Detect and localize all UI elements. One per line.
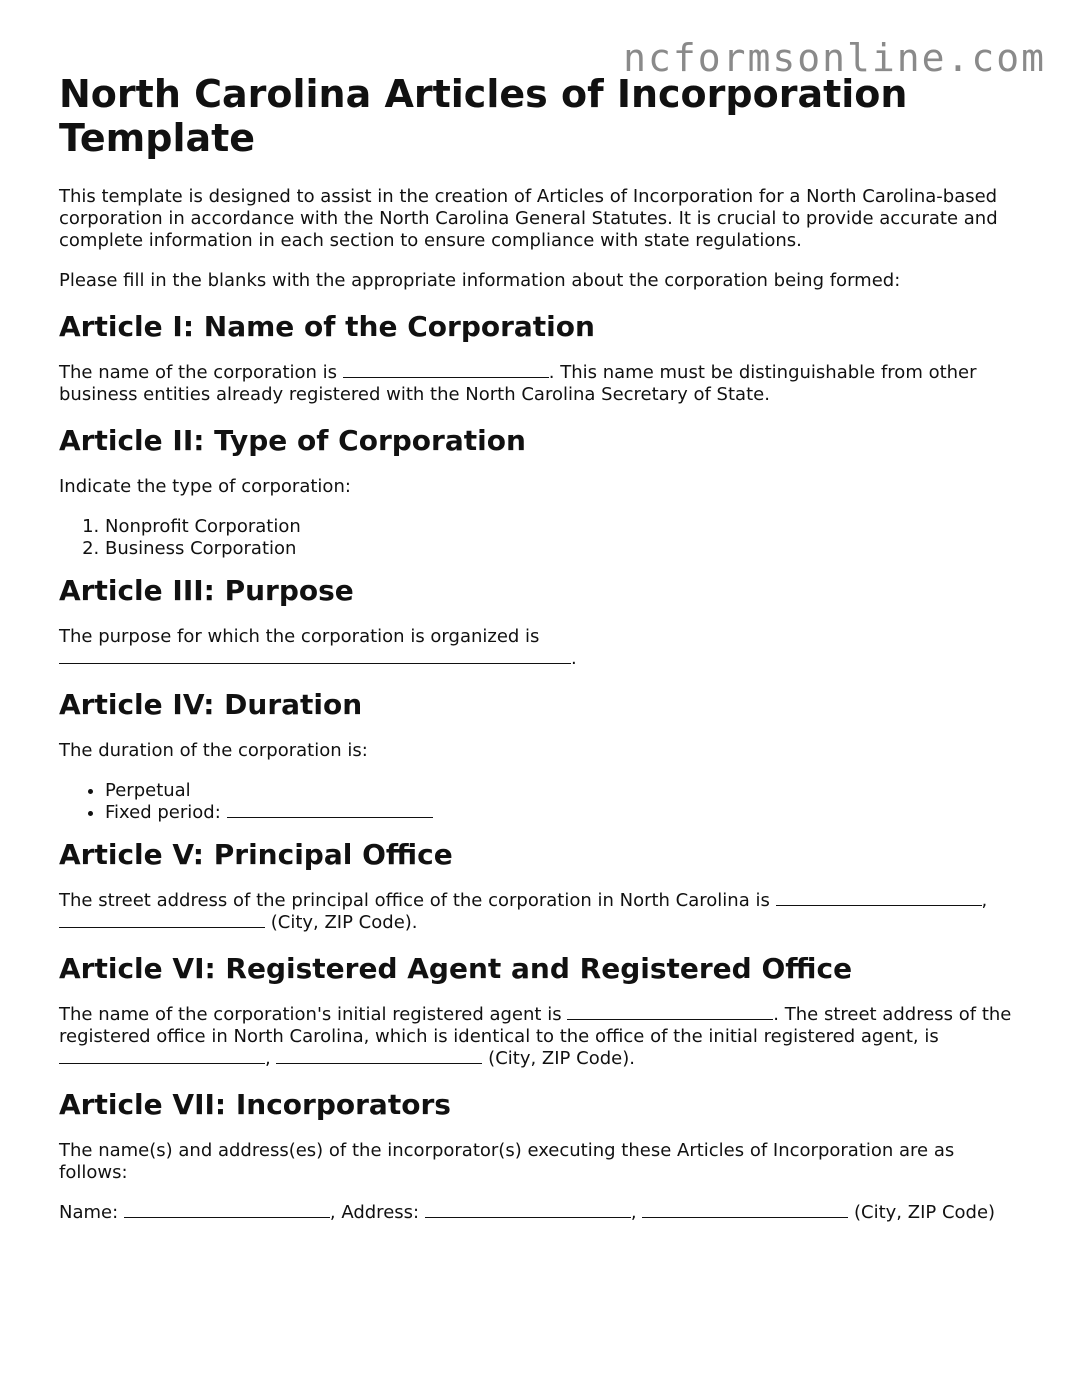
- principal-city-zip-blank[interactable]: [59, 913, 265, 928]
- article-6-heading: Article VI: Registered Agent and Registered Office: [59, 952, 853, 985]
- incorporator-name-blank[interactable]: [124, 1203, 330, 1218]
- article-7-heading: Article VII: Incorporators: [59, 1088, 451, 1121]
- registered-street-blank[interactable]: [59, 1049, 265, 1064]
- purpose-blank[interactable]: [59, 649, 571, 664]
- incorporator-city-zip-blank[interactable]: [642, 1203, 848, 1218]
- corporation-type-list: [59, 516, 1019, 560]
- list-item: • Perpetual: [105, 780, 1019, 802]
- article-1-text-before: The name of the corporation is: [59, 362, 343, 383]
- incorporator-name-label: Name:: [59, 1202, 124, 1223]
- article-1-heading: Article I: Name of the Corporation: [59, 310, 595, 343]
- intro-paragraph: This template is designed to assist in the creation of Articles of Incorporation for a North Carolina-based corporation in accordance with the North Carolina General Statutes. It is crucial to provide accurate and complete information in each section to ensure compliance with state regulations.: [59, 186, 998, 251]
- article-4-heading: Article IV: Duration: [59, 688, 363, 721]
- article-6-text-after: . The street address of the registered office in North Carolina, which is identical to the office of the initial registered agent, is: [59, 1004, 1012, 1047]
- incorporator-address-label: , Address:: [329, 1202, 425, 1223]
- article-3-text: The purpose for which the corporation is organized is .: [59, 626, 577, 669]
- principal-street-blank[interactable]: [776, 891, 982, 906]
- fixed-period-blank[interactable]: [227, 803, 433, 818]
- article-3-heading: Article III: Purpose: [59, 574, 354, 607]
- article-6-suffix: (City, ZIP Code).: [482, 1048, 635, 1069]
- article-1-text-after: . This name must be distinguishable from other business entities already registered with the North Carolina Secretary of State.: [59, 362, 977, 405]
- incorporator-suffix: (City, ZIP Code): [848, 1202, 996, 1223]
- corporation-name-blank[interactable]: [343, 363, 549, 378]
- duration-list: [59, 780, 1019, 824]
- page-title: North Carolina Articles of Incorporation Template: [59, 72, 908, 160]
- list-item: 2. Business Corporation: [105, 538, 1019, 560]
- article-3-text-before: The purpose for which the corporation is organized is: [59, 626, 540, 647]
- instruction-paragraph: Please fill in the blanks with the appropriate information about the corporation being formed:: [59, 270, 901, 291]
- article-6-text: The name of the corporation's initial registered agent is . The street address of the registered office in North Carolina, which is identical to the office of the initial registered agent, is , (City, ZIP Code).: [59, 1004, 1012, 1069]
- article-2-text: Indicate the type of corporation:: [59, 476, 351, 497]
- article-5-text-before: The street address of the principal office of the corporation in North Carolina is: [59, 890, 776, 911]
- incorporator-line: Name: , Address: , (City, ZIP Code): [59, 1202, 996, 1223]
- article-1-text: [59, 362, 1019, 406]
- list-item: [105, 802, 1019, 824]
- list-item: 1. Nonprofit Corporation: [105, 516, 1019, 538]
- fixed-period-label: Fixed period:: [105, 802, 227, 823]
- article-2-heading: Article II: Type of Corporation: [59, 424, 526, 457]
- document-page: [59, 72, 1019, 1242]
- registered-agent-blank[interactable]: [567, 1005, 773, 1020]
- article-5-text: The street address of the principal office of the corporation in North Carolina is , (City, ZIP Code).: [59, 890, 988, 933]
- article-5-heading: Article V: Principal Office: [59, 838, 453, 871]
- article-7-text: The name(s) and address(es) of the incorporator(s) executing these Articles of Incorporation are as follows:: [59, 1140, 955, 1183]
- watermark: ncformsonline.com: [623, 36, 1046, 80]
- article-5-suffix: (City, ZIP Code).: [265, 912, 418, 933]
- registered-city-zip-blank[interactable]: [276, 1049, 482, 1064]
- article-6-text-before: The name of the corporation's initial registered agent is: [59, 1004, 568, 1025]
- incorporator-street-blank[interactable]: [425, 1203, 631, 1218]
- article-4-text: The duration of the corporation is:: [59, 740, 368, 761]
